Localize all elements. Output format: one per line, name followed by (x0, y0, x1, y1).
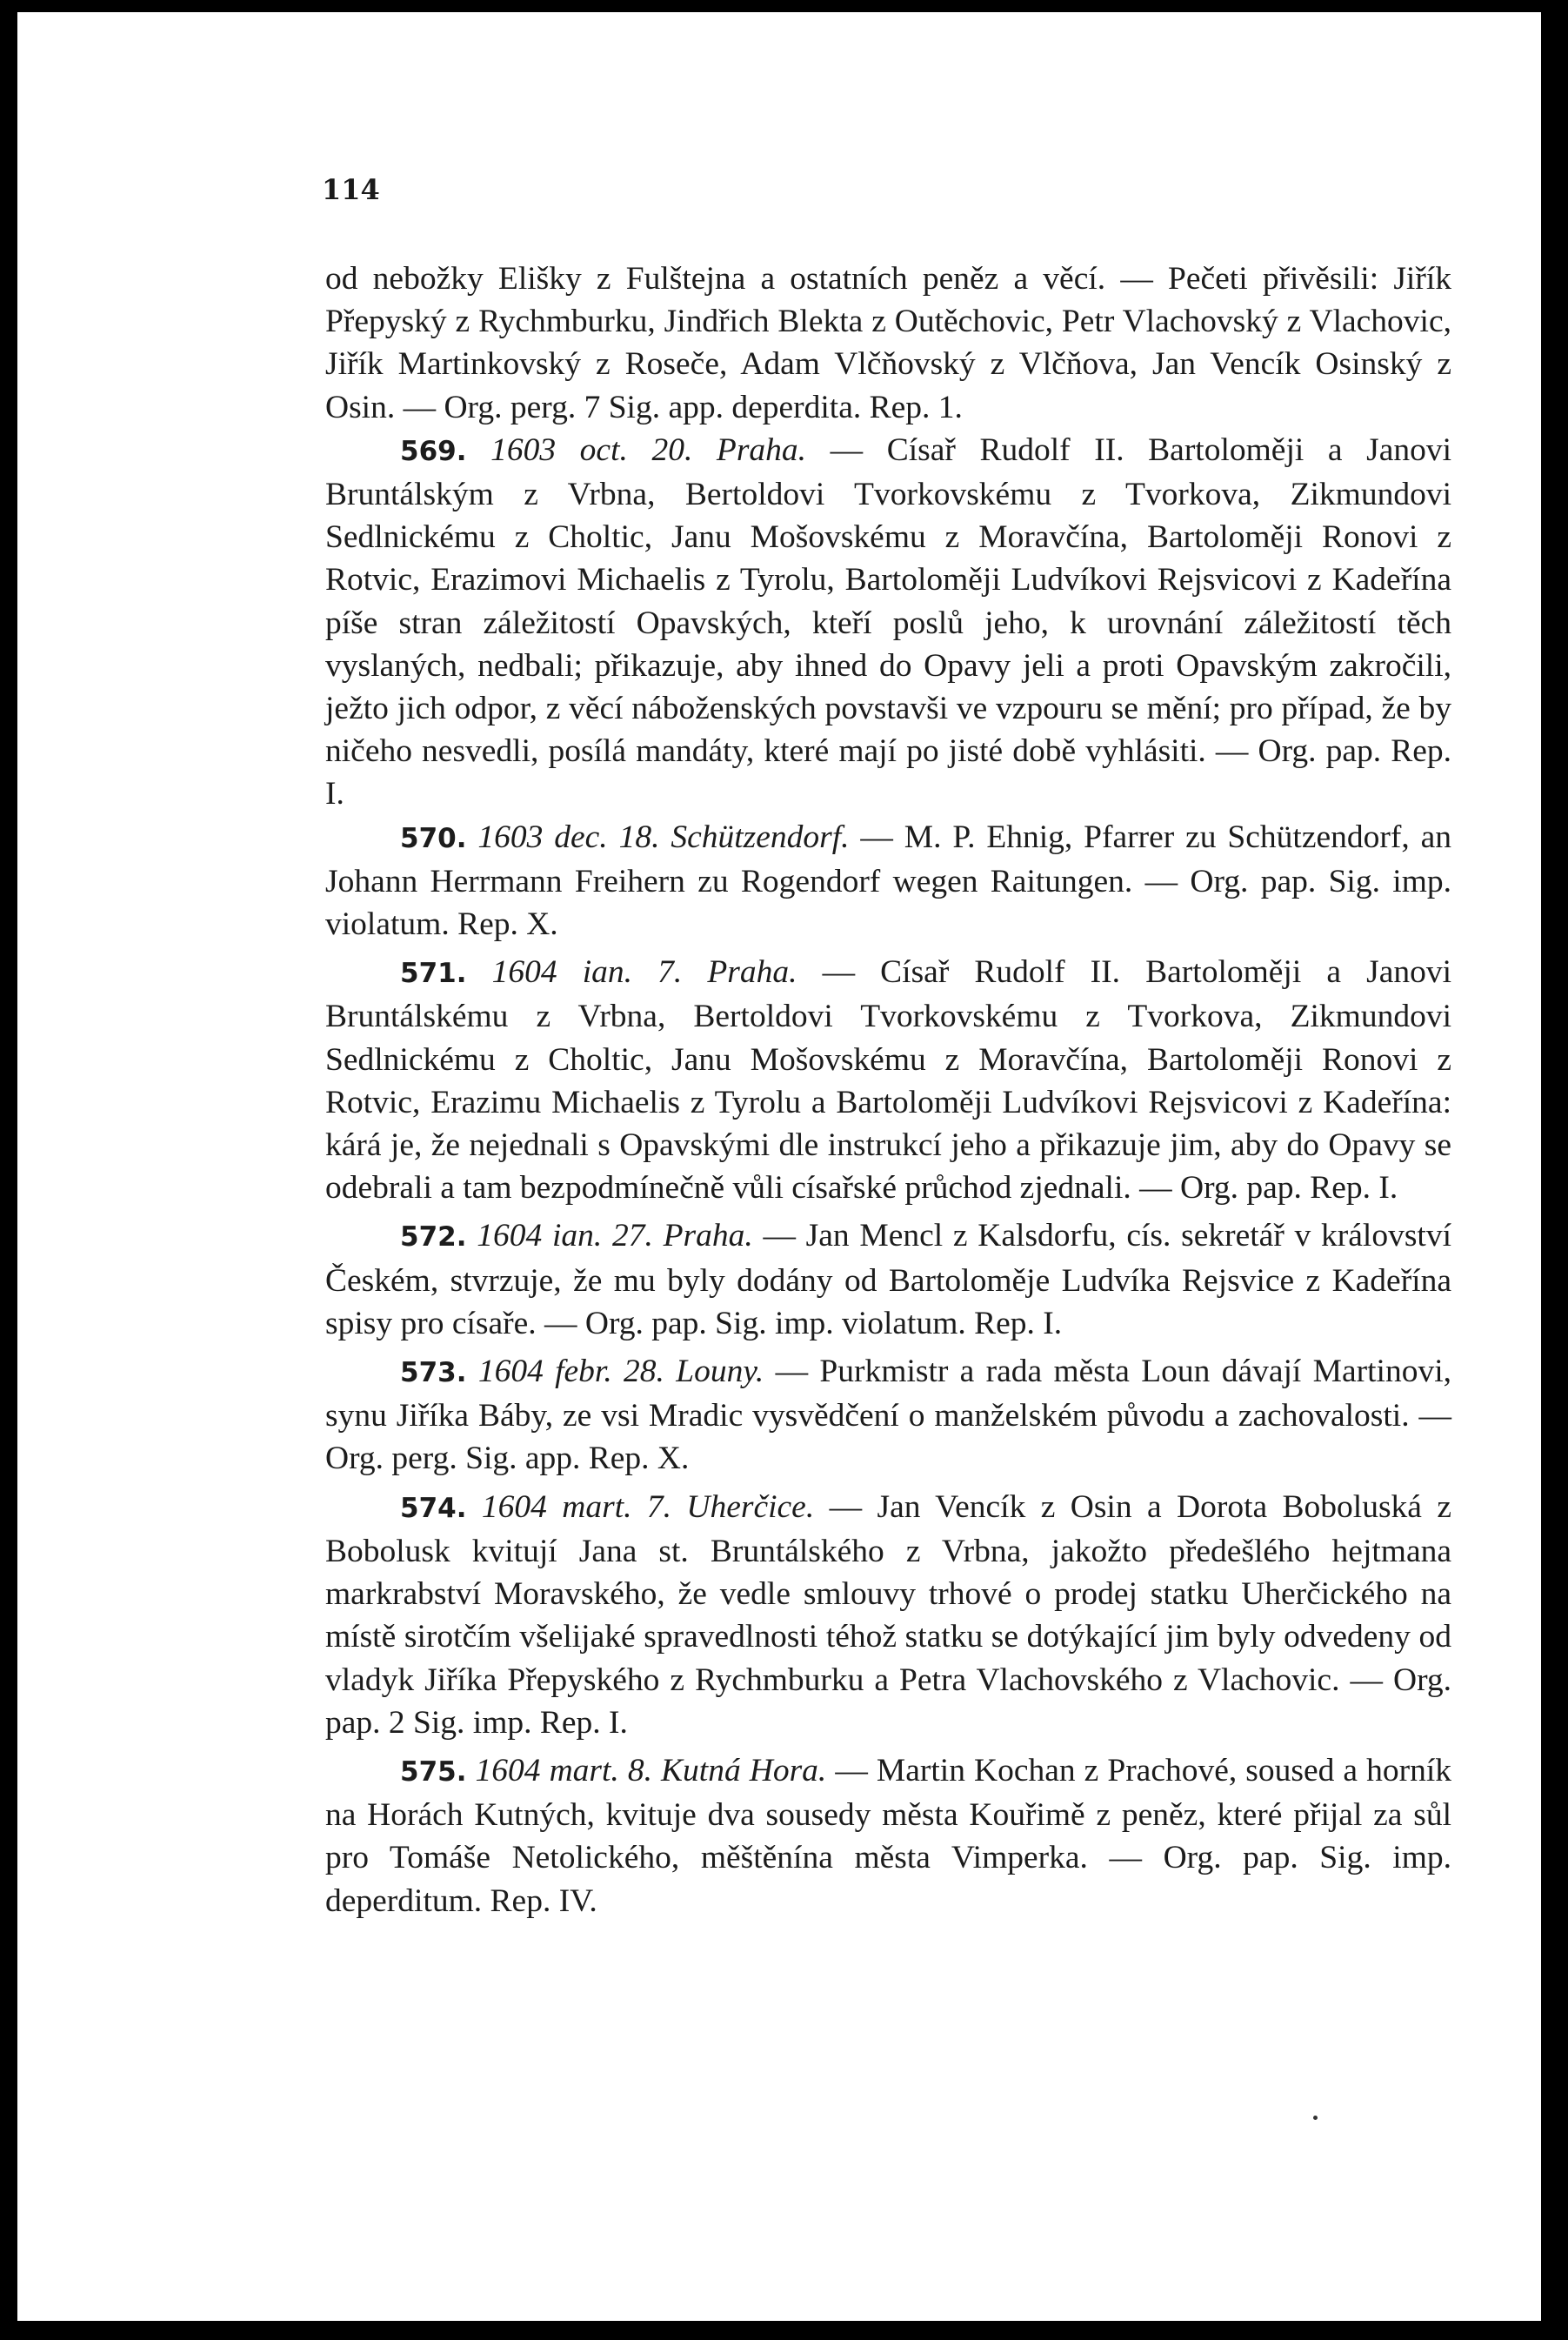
entry-date: 1604 mart. 7. Uherčice. (481, 1488, 815, 1525)
scanned-page (17, 12, 1541, 2321)
entry-number: 571. (400, 958, 467, 990)
entry-571 (325, 951, 1451, 1209)
entry-570 (325, 816, 1451, 946)
entry-number: 575. (400, 1755, 467, 1788)
entry-text: — M. P. Ehnig, Pfarrer zu Schützendorf, an Johann Herrmann Freihern zu Rogendorf wegen Raitungen. — Org. pap. Sig. imp. violatum. Rep. X. (325, 819, 1452, 943)
entry-575 (325, 1749, 1451, 1922)
entry-text: — Jan Vencík z Osin a Dorota Boboluská z Bobolusk kvitují Jana st. Bruntálského z Vrbna, jakožto předešlého hejtmana markrabství Moravského, že vedle smlouvy trhové o prodej statku Uherčického na místě sirotčím všelijaké spravedlnosti téhož statku se dotýkající jim byly odvedeny od vladyk Jiříka Přepyského z Rychmburku a Petra Vlachovského z Vlachovic. — Org. pap. 2 Sig. imp. Rep. I. (325, 1488, 1451, 1741)
entry-text: — Purkmistr a rada města Loun dávají Martinovi, synu Jiříka Báby, ze vsi Mradic vysvědčení o manželském původu a zachovalosti. — Org. perg. Sig. app. Rep. X. (325, 1354, 1452, 1477)
entry-text: — Císař Rudolf II. Bartoloměji a Janovi Bruntálskému z Vrbna, Bertoldovi Tvorkovskému z Tvorkova, Zikmundovi Sedlnickému z Choltic, Janu Mošovskému z Moravčína, Bartoloměji Ronovi z Rotvic, Erazimu Michaelis z Tyrolu a Bartoloměji Ludvíkovi Rejsvicovi z Kadeřína: kárá je, že nejednali s Opavskými dle instrukcí jeho a přikazuje jim, aby do Opavy se odebrali a tam bezpodmínečně vůli císařské průchod zjednali. — Org. pap. Rep. I. (325, 954, 1452, 1207)
entry-date: 1604 ian. 27. Praha. (477, 1218, 753, 1254)
scan-speck (1313, 2116, 1318, 2120)
entry-569 (325, 429, 1451, 816)
paragraph-continuation (325, 257, 1451, 429)
entry-date: 1604 febr. 28. Louny. (477, 1354, 764, 1390)
entry-number: 573. (400, 1357, 467, 1389)
page-number: 114 (322, 173, 380, 206)
entry-number: 570. (400, 822, 467, 854)
entry-date: 1604 ian. 7. Praha. (491, 954, 797, 991)
entry-text: — Martin Kochan z Prachové, soused a horník na Horách Kutných, kvituje dva sousedy města Kouřimě z peněz, které přijal za sůl pro Tomáše Netolického, měštěnína města Vimperka. — Org. pap. Sig. imp. deperditum. Rep. IV. (325, 1752, 1451, 1919)
entry-number: 569. (400, 435, 467, 467)
entry-date: 1603 dec. 18. Schützendorf. (477, 819, 850, 855)
entry-text: — Císař Rudolf II. Bartoloměji a Janovi Bruntálským z Vrbna, Bertoldovi Tvorkovskému z Tvorkova, Zikmundovi Sedlnickému z Choltic, Janu Mošovskému z Moravčína, Bartoloměji Ronovi z Rotvic, Erazimovi Michaelis z Tyrolu, Bartoloměji Ludvíkovi Rejsvicovi z Kadeřína píše stran záležitostí Opavských, kteří poslů jeho, k urovnání záležitostí těch vyslaných, nedbali; přikazuje, aby ihned do Opavy jeli a proti Opavským zakročili, ježto jich odpor, z věcí náboženských povstavši ve vzpouru se mění; pro případ, že by ničeho nesvedli, posílá mandáty, které mají po jisté době vyhlásiti. — Org. pap. Rep. I. (325, 431, 1452, 812)
entry-573 (325, 1350, 1451, 1481)
entry-text: — Jan Mencl z Kalsdorfu, cís. sekretář v království Českém, stvrzuje, že mu byly dodány od Bartoloměje Ludvíka Rejsvice z Kadeřína spisy pro císaře. — Org. pap. Sig. imp. violatum. Rep. I. (325, 1218, 1451, 1341)
entry-number: 574. (400, 1492, 467, 1524)
text-column (325, 257, 1451, 1922)
entry-572 (325, 1214, 1451, 1345)
entry-date: 1603 oct. 20. Praha. (490, 431, 807, 468)
entry-date: 1604 mart. 8. Kutná Hora. (475, 1752, 827, 1788)
paragraph-text: od nebožky Elišky z Fulštejna a ostatních peněz a věcí. — Pečeti přivěsili: Jiřík Přepyský z Rychmburku, Jindřich Blekta z Outěchovic, Petr Vlachovský z Vlachovic, Jiřík Martinkovský z Roseče, Adam Vlčňovský z Vlčňova, Jan Vencík Osinský z Osin. — Org. perg. 7 Sig. app. deperdita. Rep. 1. (325, 261, 1451, 425)
entry-574 (325, 1486, 1451, 1744)
entry-number: 572. (400, 1221, 467, 1254)
